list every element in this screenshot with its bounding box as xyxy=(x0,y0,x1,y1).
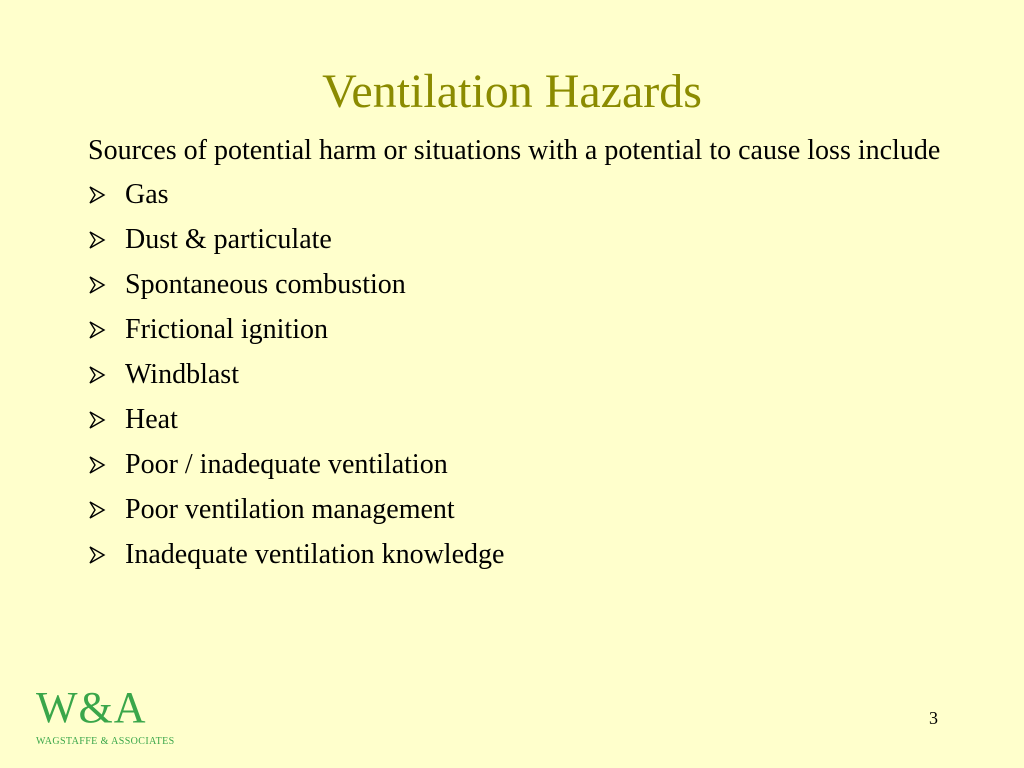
intro-text: Sources of potential harm or situations with a potential to cause loss include xyxy=(88,135,941,166)
arrow-bullet-icon xyxy=(88,186,125,204)
bullet-label: Inadequate ventilation knowledge xyxy=(125,539,505,570)
bullet-list xyxy=(88,178,948,572)
company-logo xyxy=(36,683,186,748)
list-item xyxy=(88,403,948,437)
list-item xyxy=(88,268,948,302)
bullet-label: Poor ventilation management xyxy=(125,494,455,525)
bullet-label: Poor / inadequate ventilation xyxy=(125,449,448,480)
list-item xyxy=(88,448,948,482)
bullet-label: Frictional ignition xyxy=(125,314,328,345)
arrow-bullet-icon xyxy=(88,456,125,474)
list-item xyxy=(88,178,948,212)
arrow-bullet-icon xyxy=(88,411,125,429)
arrow-bullet-icon xyxy=(88,276,125,294)
arrow-bullet-icon xyxy=(88,366,125,384)
list-item xyxy=(88,223,948,257)
list-item xyxy=(88,538,948,572)
bullet-label: Dust & particulate xyxy=(125,224,332,255)
arrow-bullet-icon xyxy=(88,321,125,339)
bullet-label: Windblast xyxy=(125,359,239,390)
list-item xyxy=(88,313,948,347)
list-item xyxy=(88,358,948,392)
bullet-label: Spontaneous combustion xyxy=(125,269,406,300)
slide-body xyxy=(88,134,948,583)
logo-subtitle: WAGSTAFFE & ASSOCIATES xyxy=(36,736,175,747)
page-number: 3 xyxy=(929,708,938,728)
bullet-label: Heat xyxy=(125,404,178,435)
arrow-bullet-icon xyxy=(88,501,125,519)
arrow-bullet-icon xyxy=(88,231,125,249)
slide-title: Ventilation Hazards xyxy=(322,65,702,118)
list-item xyxy=(88,493,948,527)
logo-mark: W&A xyxy=(36,683,147,732)
arrow-bullet-icon xyxy=(88,546,125,564)
bullet-label: Gas xyxy=(125,179,169,210)
